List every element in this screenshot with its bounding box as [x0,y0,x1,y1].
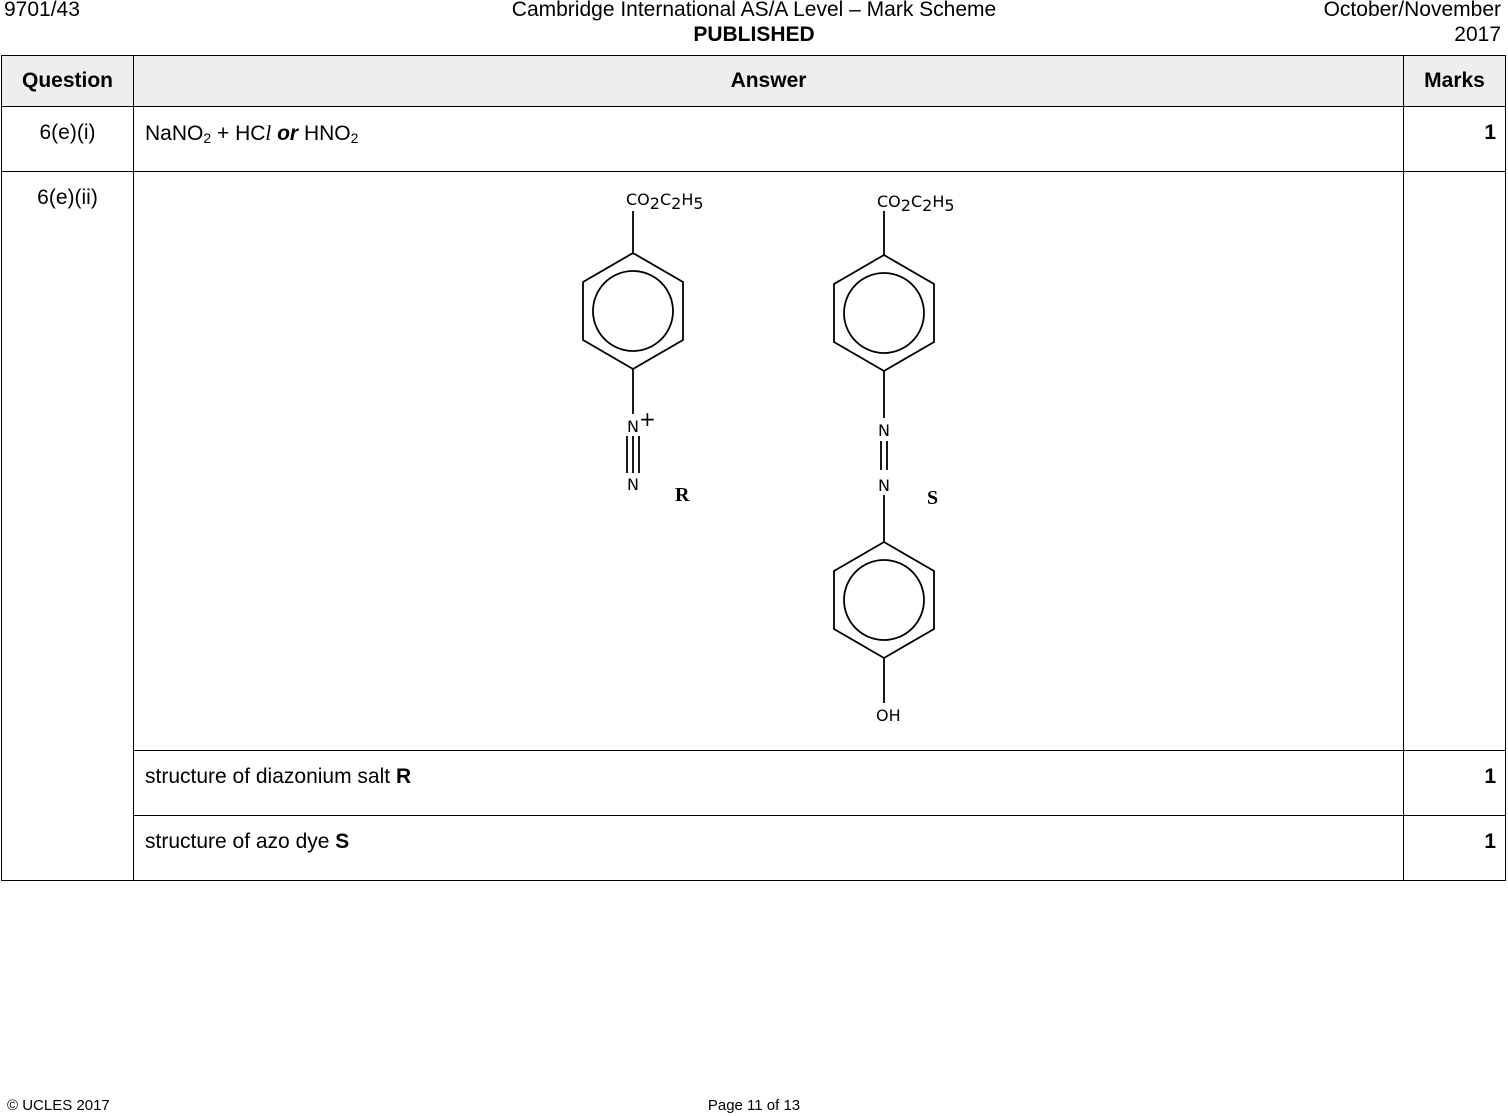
structures-diagram [134,172,1402,738]
answer-bold-letter: S [335,830,350,853]
atom-text: H [681,190,694,209]
structure-label-r: R [675,484,690,506]
marks-value [1404,172,1506,751]
marks-header: Marks [1404,56,1506,107]
answer-bold-letter: R [395,765,412,788]
table-row [2,172,1506,751]
atom-text: C [659,190,672,209]
atom-subscript: 2 [671,194,682,213]
answer-cell [134,107,1404,172]
question-number: 6(e)(ii) [2,172,134,881]
positive-charge-label: + [639,407,656,431]
table-header-row [2,56,1506,107]
aromatic-circle [844,273,924,353]
mark-scheme-table [1,55,1506,881]
reagent-text: NaNO [145,122,204,145]
session-months: October/November [1323,0,1501,21]
aromatic-circle [593,271,673,351]
azo-nitrogen: N [878,421,890,440]
structures-diagram-cell [134,172,1404,751]
marks-value: 1 [1404,751,1506,816]
atom-subscript: 5 [693,194,704,213]
page-number: Page 11 of 13 [707,1097,801,1114]
marks-value: 1 [1404,816,1506,881]
answer-text: structure of azo dye [145,830,336,853]
azo-nitrogen: N [878,476,890,495]
diazonium-nitrogen-plus: N [627,417,639,436]
question-header: Question [2,56,134,107]
document-title [0,0,1508,47]
aromatic-circle [844,560,924,640]
atom-text: H [932,192,945,211]
paper-code: 9701/43 [4,0,80,21]
answer-text: structure of diazonium salt [145,765,396,788]
reagent-text: HNO [303,122,351,145]
table-row [2,751,1506,816]
atom-subscript: 2 [900,196,911,215]
answer-cell [134,751,1404,816]
azo-dye-structure-s [834,211,934,703]
session-year: 2017 [1454,23,1501,46]
copyright-notice: © UCLES 2017 [7,1097,110,1114]
published-status: PUBLISHED [693,23,815,46]
structure-label-s: S [927,487,939,509]
atom-text: CO [626,190,650,209]
exam-session [1324,0,1501,47]
or-connector: or [277,122,299,145]
subscript: 2 [203,130,212,146]
atom-text: C [910,192,923,211]
atom-text: CO [877,192,901,211]
title-text: Cambridge International AS/A Level – Mark Scheme [511,0,997,21]
diazonium-nitrogen: N [627,475,639,494]
ester-group-label [626,190,704,213]
chlorine-italic-l: l [265,121,272,145]
reagent-text: + HC [211,122,266,145]
table-row [2,107,1506,172]
atom-subscript: 2 [649,194,660,213]
atom-subscript: 5 [944,196,955,215]
answer-header: Answer [134,56,1404,107]
answer-cell [134,816,1404,881]
marks-value: 1 [1404,107,1506,172]
table-row [2,816,1506,881]
question-number: 6(e)(i) [2,107,134,172]
ester-group-label [877,192,955,215]
hydroxyl-group-label: OH [876,706,901,725]
atom-subscript: 2 [922,196,933,215]
subscript: 2 [350,130,359,146]
